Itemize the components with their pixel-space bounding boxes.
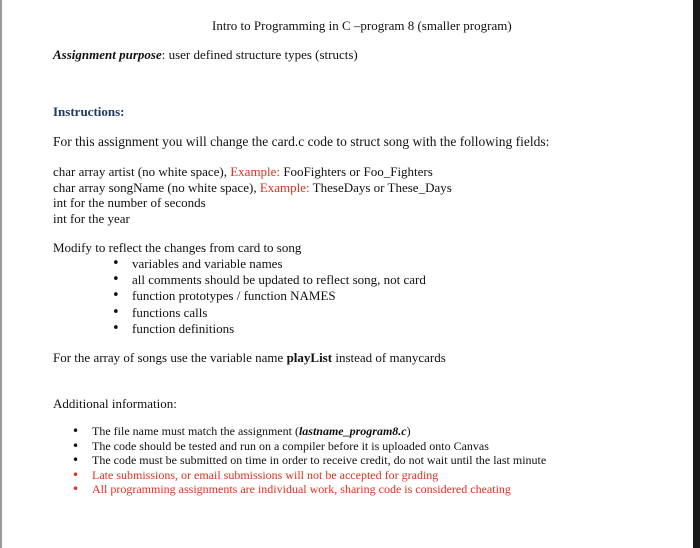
list-item: • The code must be submitted on time in order to receive credit, do not wait until the last minute xyxy=(72,453,546,468)
field-songname xyxy=(53,180,452,196)
playlist-instruction xyxy=(53,350,446,366)
field-artist-text: char array artist (no white space), xyxy=(53,164,231,179)
list-item: • function prototypes / function NAMES xyxy=(112,288,426,304)
playlist-after: instead of manycards xyxy=(332,350,446,365)
page-title: Intro to Programming in C –program 8 (smaller program) xyxy=(212,18,512,33)
instructions-heading: Instructions: xyxy=(53,104,125,119)
purpose-text: : user defined structure types (structs) xyxy=(161,47,358,62)
field-year: int for the year xyxy=(53,210,130,226)
filename-after: ) xyxy=(406,424,411,438)
field-artist-example: FooFighters or Foo_Fighters xyxy=(280,164,433,179)
playlist-variable-name: playList xyxy=(286,350,333,365)
field-list xyxy=(53,164,452,226)
intro-line: For this assignment you will change the card.c code to struct song with the following fields: xyxy=(53,134,550,149)
field-artist xyxy=(53,164,452,180)
list-item: • function definitions xyxy=(112,321,426,337)
playlist-before: For the array of songs use the variable name xyxy=(53,350,287,365)
right-border xyxy=(693,0,700,548)
field-songname-text: char array songName (no white space), xyxy=(53,179,260,195)
filename-value: lastname_program8.c xyxy=(298,424,407,438)
modify-heading: Modify to reflect the changes from card to song xyxy=(53,240,302,255)
list-item xyxy=(72,424,546,439)
modify-list xyxy=(112,256,426,337)
field-seconds: int for the number of seconds xyxy=(53,195,206,210)
field-songname-example: TheseDays or These_Days xyxy=(309,179,452,195)
list-item: • The code should be tested and run on a compiler before it is uploaded onto Canvas xyxy=(72,439,546,454)
list-item-warning: • Late submissions, or email submissions will not be accepted for grading xyxy=(72,468,546,483)
filename-before: The file name must match the assignment ( xyxy=(92,424,299,438)
list-item: • functions calls xyxy=(112,305,426,321)
list-item: • variables and variable names xyxy=(112,256,426,272)
assignment-purpose xyxy=(53,47,358,63)
left-border xyxy=(0,0,2,548)
example-label: Example: xyxy=(230,164,281,179)
additional-heading: Additional information: xyxy=(53,396,177,411)
list-item: • all comments should be updated to reflect song, not card xyxy=(112,272,426,288)
example-label: Example: xyxy=(259,179,310,195)
purpose-label: Assignment purpose xyxy=(53,47,162,62)
list-item-warning: • All programming assignments are individual work, sharing code is considered cheating xyxy=(72,482,546,497)
additional-list xyxy=(72,424,546,497)
